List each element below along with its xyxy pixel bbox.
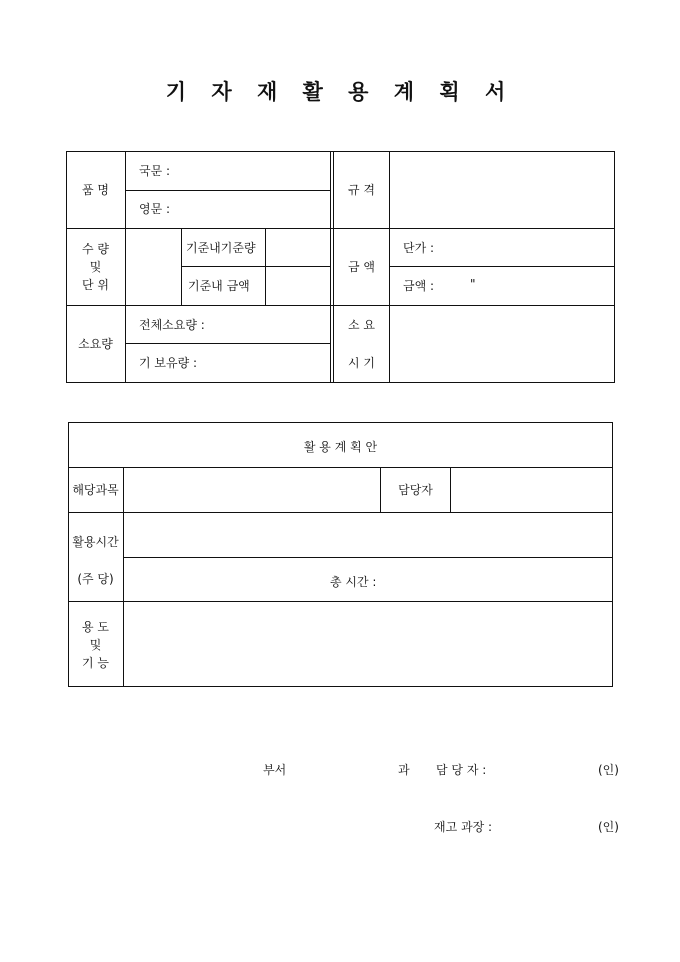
purpose-line2: 및 xyxy=(89,638,102,652)
signature-dept-label: 부서 xyxy=(263,763,287,777)
usage-time-field[interactable] xyxy=(124,513,612,557)
spec-label: 규 격 xyxy=(348,183,375,197)
qty-label-line2: 및 xyxy=(89,260,102,274)
ditto-mark: " xyxy=(470,277,476,291)
signature-section-label: 과 xyxy=(398,763,410,777)
seal-mark-2: (인) xyxy=(598,820,619,834)
per-week-label: (주 당) xyxy=(77,572,114,586)
purpose-line3: 기 능 xyxy=(82,656,109,670)
usage-plan-header: 활 용 계 획 안 xyxy=(303,440,378,454)
total-time-label: 총 시간 : xyxy=(330,575,377,589)
required-time-line2: 시 기 xyxy=(348,356,375,370)
dept-label: 해당과목 xyxy=(72,483,119,497)
person-in-charge-label: 담당자 xyxy=(398,483,433,497)
std-amount-label: 기준내 금액 xyxy=(188,279,250,293)
person-in-charge-field[interactable] xyxy=(451,468,612,512)
signature-person-label: 담 당 자 : xyxy=(436,763,487,777)
purpose-line1: 용 도 xyxy=(82,620,109,634)
english-name-label: 영문 : xyxy=(139,202,171,216)
korean-name-label: 국문 : xyxy=(139,164,171,178)
spec-value-field[interactable] xyxy=(390,152,614,228)
requirement-label: 소요량 xyxy=(78,337,113,351)
usage-time-label: 활용시간 xyxy=(72,535,119,549)
required-time-line1: 소 요 xyxy=(348,318,375,332)
std-qty-label: 기준내기준량 xyxy=(186,241,256,255)
total-amount-label: 금액 : xyxy=(403,279,435,293)
unit-price-label: 단가 : xyxy=(403,241,435,255)
held-qty-label: 기 보유량 : xyxy=(139,356,198,370)
seal-mark-1: (인) xyxy=(598,763,619,777)
qty-label-line1: 수 량 xyxy=(82,242,109,256)
item-name-label: 품 명 xyxy=(82,183,109,197)
signature-manager-label: 재고 과장 : xyxy=(434,820,493,834)
required-time-field[interactable] xyxy=(390,306,614,382)
amount-label: 금 액 xyxy=(348,260,375,274)
std-amount-field[interactable] xyxy=(266,267,330,305)
purpose-field[interactable] xyxy=(124,602,612,686)
qty-label-line3: 단 위 xyxy=(82,278,109,292)
document-title: 기 자 재 활 용 계 획 서 xyxy=(165,79,515,104)
std-qty-field[interactable] xyxy=(266,229,330,266)
qty-unit-field[interactable] xyxy=(126,229,181,305)
dept-field[interactable] xyxy=(124,468,380,512)
total-required-label: 전체소요량 : xyxy=(139,318,205,332)
